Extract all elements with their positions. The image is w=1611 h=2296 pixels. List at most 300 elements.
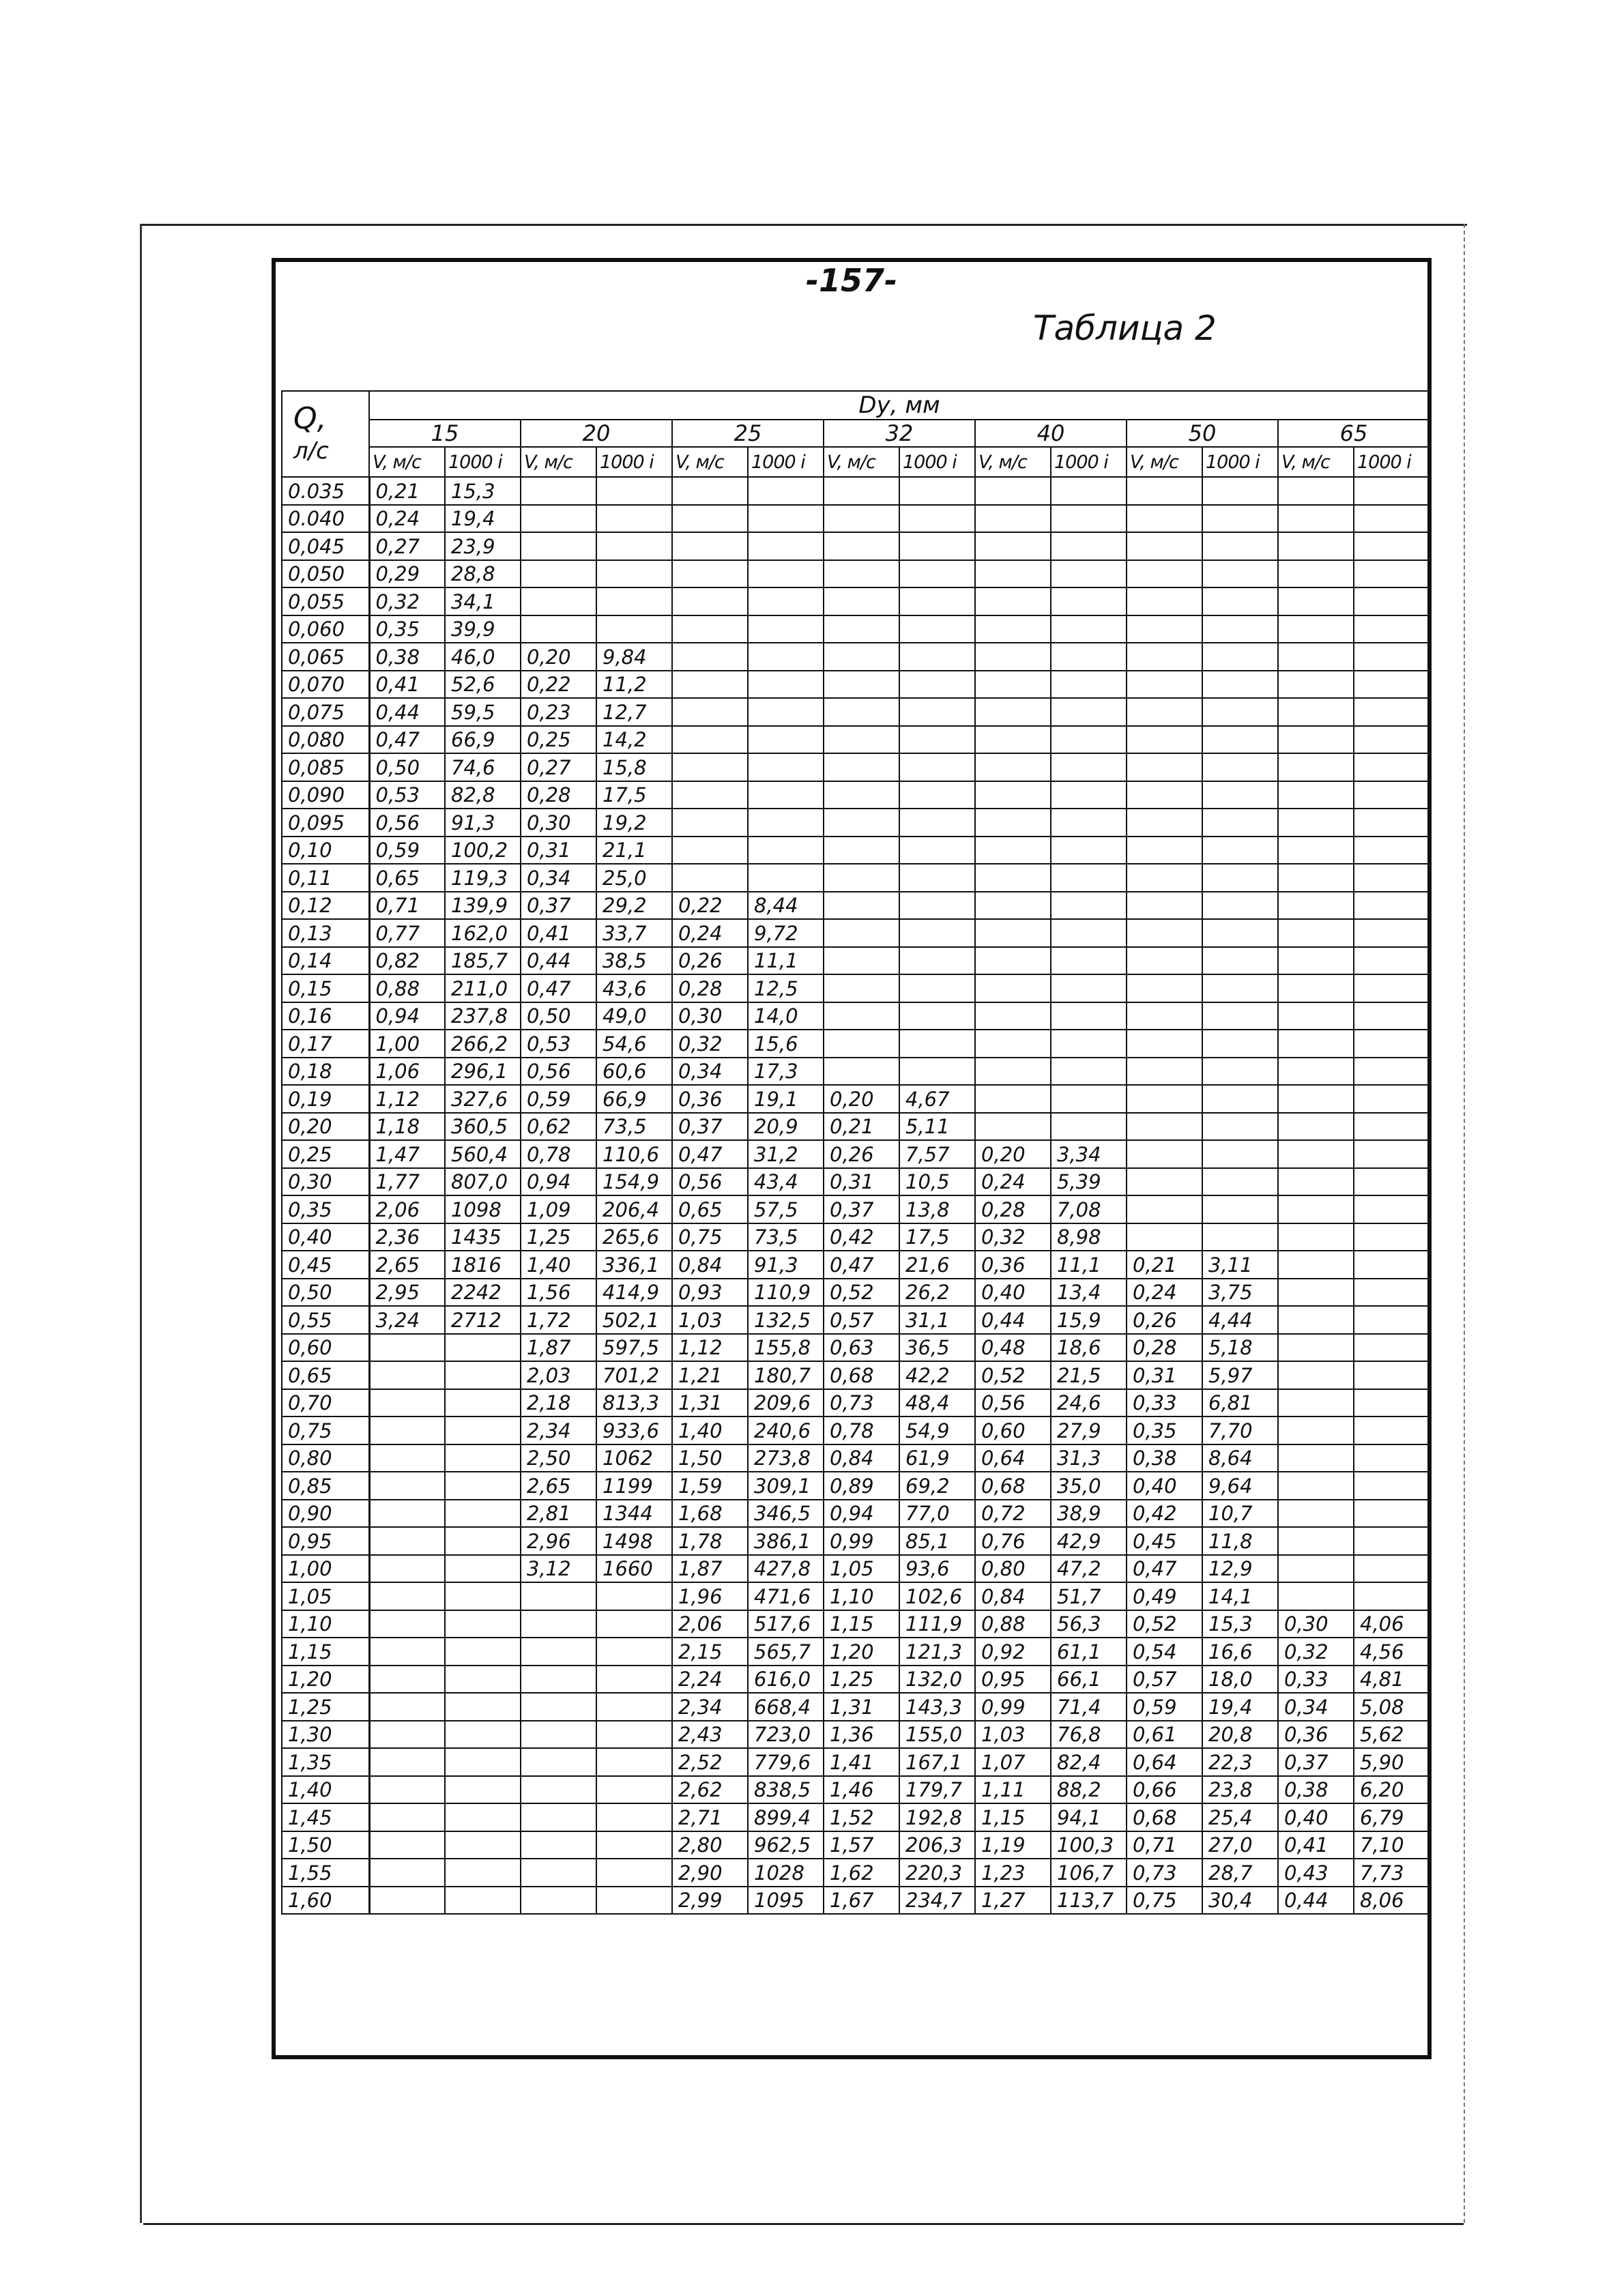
velocity-cell: 0,32 xyxy=(1278,1638,1354,1666)
dy-header: Dу, мм xyxy=(369,391,1429,420)
table-row xyxy=(282,1527,1429,1555)
velocity-cell xyxy=(369,1555,445,1582)
table-row xyxy=(282,919,1429,947)
velocity-cell: 0,95 xyxy=(975,1666,1051,1693)
scan-border-bottom xyxy=(143,2223,1464,2225)
velocity-cell xyxy=(1278,698,1354,726)
velocity-header: V, м/с xyxy=(824,447,899,477)
velocity-cell: 1,36 xyxy=(824,1721,899,1748)
table-row xyxy=(282,1859,1429,1887)
headloss-cell: 28,7 xyxy=(1202,1859,1278,1887)
headloss-cell: 266,2 xyxy=(445,1030,521,1058)
headloss-cell xyxy=(445,1527,521,1555)
velocity-cell: 2,36 xyxy=(369,1223,445,1251)
headloss-cell: 56,3 xyxy=(1051,1610,1127,1638)
velocity-cell xyxy=(1278,1002,1354,1030)
headloss-cell xyxy=(1202,753,1278,781)
flow-value: 0,60 xyxy=(282,1334,369,1361)
headloss-cell: 26,2 xyxy=(899,1279,975,1306)
velocity-cell: 1,05 xyxy=(824,1555,899,1582)
velocity-cell xyxy=(975,892,1051,919)
page-frame xyxy=(272,258,1432,2059)
headloss-cell: 113,7 xyxy=(1051,1887,1127,1914)
velocity-cell: 1,18 xyxy=(369,1113,445,1140)
velocity-cell xyxy=(369,1361,445,1389)
velocity-cell xyxy=(975,505,1051,532)
headloss-cell: 2242 xyxy=(445,1279,521,1306)
headloss-cell xyxy=(445,1666,521,1693)
headloss-cell: 192,8 xyxy=(899,1803,975,1831)
velocity-cell: 0,41 xyxy=(521,919,596,947)
headloss-cell xyxy=(1354,892,1429,919)
velocity-cell xyxy=(975,726,1051,753)
velocity-cell: 0,84 xyxy=(975,1582,1051,1610)
flow-value: 0,95 xyxy=(282,1527,369,1555)
velocity-cell: 1,78 xyxy=(672,1527,748,1555)
velocity-cell xyxy=(369,1859,445,1887)
velocity-cell: 2,62 xyxy=(672,1776,748,1803)
velocity-cell xyxy=(672,560,748,587)
table-row xyxy=(282,1500,1429,1527)
velocity-cell xyxy=(975,698,1051,726)
headloss-cell xyxy=(596,505,672,532)
velocity-cell: 1,25 xyxy=(521,1223,596,1251)
velocity-cell xyxy=(824,1002,899,1030)
velocity-cell xyxy=(521,1610,596,1638)
headloss-cell xyxy=(1354,1251,1429,1279)
velocity-cell: 0,73 xyxy=(1127,1859,1202,1887)
velocity-cell xyxy=(975,1002,1051,1030)
headloss-cell: 206,3 xyxy=(899,1831,975,1859)
headloss-cell: 5,08 xyxy=(1354,1693,1429,1721)
velocity-cell: 0,28 xyxy=(975,1195,1051,1223)
table-row xyxy=(282,1306,1429,1334)
headloss-cell: 61,1 xyxy=(1051,1638,1127,1666)
headloss-cell: 180,7 xyxy=(748,1361,824,1389)
velocity-cell xyxy=(1278,1472,1354,1500)
headloss-cell: 10,5 xyxy=(899,1168,975,1195)
headloss-cell xyxy=(1202,864,1278,892)
velocity-cell xyxy=(824,1030,899,1058)
velocity-cell xyxy=(1127,477,1202,505)
headloss-cell: 1062 xyxy=(596,1444,672,1472)
headloss-cell: 6,81 xyxy=(1202,1389,1278,1416)
headloss-cell: 48,4 xyxy=(899,1389,975,1416)
q-header-label: Q, xyxy=(293,401,327,436)
page-number: -157- xyxy=(805,262,898,299)
headloss-cell xyxy=(596,587,672,615)
velocity-cell: 0,68 xyxy=(975,1472,1051,1500)
headloss-cell: 13,8 xyxy=(899,1195,975,1223)
headloss-cell: 237,8 xyxy=(445,1002,521,1030)
velocity-cell: 0,84 xyxy=(672,1251,748,1279)
velocity-cell: 0,20 xyxy=(521,643,596,671)
flow-value: 1,10 xyxy=(282,1610,369,1638)
headloss-cell: 6,20 xyxy=(1354,1776,1429,1803)
headloss-cell xyxy=(899,477,975,505)
velocity-cell xyxy=(672,698,748,726)
velocity-cell: 2,15 xyxy=(672,1638,748,1666)
headloss-cell xyxy=(445,1610,521,1638)
headloss-cell: 19,4 xyxy=(1202,1693,1278,1721)
flow-value: 0,060 xyxy=(282,615,369,643)
velocity-cell: 0,65 xyxy=(672,1195,748,1223)
headloss-cell: 73,5 xyxy=(748,1223,824,1251)
headloss-cell xyxy=(1354,1389,1429,1416)
flow-value: 1,35 xyxy=(282,1748,369,1776)
headloss-cell xyxy=(1354,1113,1429,1140)
headloss-cell: 2712 xyxy=(445,1306,521,1334)
headloss-cell xyxy=(596,1610,672,1638)
headloss-cell: 35,0 xyxy=(1051,1472,1127,1500)
table-row xyxy=(282,1666,1429,1693)
headloss-cell: 179,7 xyxy=(899,1776,975,1803)
headloss-cell xyxy=(596,615,672,643)
headloss-cell xyxy=(1354,1416,1429,1444)
velocity-cell: 2,06 xyxy=(369,1195,445,1223)
table-row xyxy=(282,1334,1429,1361)
headloss-cell xyxy=(1202,505,1278,532)
flow-value: 0,50 xyxy=(282,1279,369,1306)
headloss-cell xyxy=(1051,809,1127,837)
headloss-cell: 119,3 xyxy=(445,864,521,892)
headloss-cell: 12,5 xyxy=(748,974,824,1002)
headloss-cell xyxy=(1354,1582,1429,1610)
velocity-cell: 0,27 xyxy=(369,532,445,560)
velocity-cell: 1,96 xyxy=(672,1582,748,1610)
headloss-cell: 121,3 xyxy=(899,1638,975,1666)
headloss-cell xyxy=(1051,892,1127,919)
table-row xyxy=(282,726,1429,753)
headloss-cell: 162,0 xyxy=(445,919,521,947)
headloss-cell xyxy=(596,1776,672,1803)
headloss-cell: 7,10 xyxy=(1354,1831,1429,1859)
headloss-cell: 30,4 xyxy=(1202,1887,1278,1914)
velocity-cell xyxy=(1127,1195,1202,1223)
headloss-cell: 5,11 xyxy=(899,1113,975,1140)
headloss-cell: 22,3 xyxy=(1202,1748,1278,1776)
headloss-cell: 7,08 xyxy=(1051,1195,1127,1223)
headloss-cell xyxy=(1202,615,1278,643)
headloss-cell xyxy=(1354,809,1429,837)
headloss-cell: 34,1 xyxy=(445,587,521,615)
velocity-cell: 0,75 xyxy=(672,1223,748,1251)
velocity-cell xyxy=(824,505,899,532)
headloss-cell: 265,6 xyxy=(596,1223,672,1251)
velocity-cell: 1,72 xyxy=(521,1306,596,1334)
headloss-cell: 779,6 xyxy=(748,1748,824,1776)
velocity-cell: 0,47 xyxy=(672,1140,748,1168)
flow-value: 0,65 xyxy=(282,1361,369,1389)
headloss-cell xyxy=(1051,919,1127,947)
velocity-cell: 0,37 xyxy=(1278,1748,1354,1776)
velocity-cell: 0,42 xyxy=(824,1223,899,1251)
headloss-cell: 18,6 xyxy=(1051,1334,1127,1361)
velocity-cell: 0,24 xyxy=(369,505,445,532)
headloss-cell xyxy=(1202,1113,1278,1140)
headloss-cell: 66,1 xyxy=(1051,1666,1127,1693)
velocity-cell xyxy=(824,643,899,671)
velocity-cell xyxy=(975,837,1051,864)
headloss-cell: 6,79 xyxy=(1354,1803,1429,1831)
flow-value: 0,75 xyxy=(282,1416,369,1444)
headloss-cell xyxy=(445,1721,521,1748)
flow-value: 1,55 xyxy=(282,1859,369,1887)
table-row xyxy=(282,1748,1429,1776)
headloss-cell: 185,7 xyxy=(445,947,521,974)
velocity-cell xyxy=(1127,726,1202,753)
velocity-cell xyxy=(1127,1140,1202,1168)
headloss-cell: 9,72 xyxy=(748,919,824,947)
headloss-cell: 24,6 xyxy=(1051,1389,1127,1416)
flow-value: 0,80 xyxy=(282,1444,369,1472)
headloss-cell xyxy=(748,753,824,781)
velocity-cell xyxy=(1278,1334,1354,1361)
headloss-cell: 51,7 xyxy=(1051,1582,1127,1610)
headloss-cell xyxy=(445,1693,521,1721)
headloss-cell: 17,5 xyxy=(899,1223,975,1251)
headloss-cell xyxy=(1051,587,1127,615)
headloss-cell xyxy=(445,1361,521,1389)
table-row xyxy=(282,1251,1429,1279)
velocity-cell: 1,56 xyxy=(521,1279,596,1306)
velocity-cell: 0,75 xyxy=(1127,1887,1202,1914)
headloss-cell: 3,34 xyxy=(1051,1140,1127,1168)
velocity-cell xyxy=(369,1389,445,1416)
velocity-cell: 0,50 xyxy=(369,753,445,781)
table-row xyxy=(282,1721,1429,1748)
velocity-cell: 1,57 xyxy=(824,1831,899,1859)
table-row xyxy=(282,587,1429,615)
headloss-cell xyxy=(596,1666,672,1693)
velocity-cell xyxy=(521,615,596,643)
headloss-cell xyxy=(899,1002,975,1030)
velocity-cell xyxy=(824,809,899,837)
velocity-cell xyxy=(1278,1444,1354,1472)
velocity-cell: 0,32 xyxy=(672,1030,748,1058)
velocity-cell xyxy=(1127,615,1202,643)
velocity-cell: 0,68 xyxy=(824,1361,899,1389)
headloss-cell xyxy=(748,809,824,837)
velocity-cell xyxy=(369,1416,445,1444)
headloss-cell: 4,67 xyxy=(899,1085,975,1113)
headloss-cell: 74,6 xyxy=(445,753,521,781)
headloss-cell: 11,8 xyxy=(1202,1527,1278,1555)
headloss-cell: 13,4 xyxy=(1051,1279,1127,1306)
table-row xyxy=(282,1223,1429,1251)
velocity-cell: 0,68 xyxy=(1127,1803,1202,1831)
table-row xyxy=(282,974,1429,1002)
velocity-cell xyxy=(521,1776,596,1803)
velocity-cell xyxy=(369,1582,445,1610)
headloss-cell xyxy=(1354,1306,1429,1334)
velocity-cell: 2,18 xyxy=(521,1389,596,1416)
velocity-cell xyxy=(1278,1223,1354,1251)
headloss-cell xyxy=(1354,1279,1429,1306)
headloss-cell xyxy=(899,864,975,892)
velocity-cell xyxy=(672,643,748,671)
velocity-cell: 0,71 xyxy=(369,892,445,919)
headloss-cell xyxy=(1202,726,1278,753)
velocity-cell xyxy=(1127,892,1202,919)
velocity-cell: 2,96 xyxy=(521,1527,596,1555)
headloss-cell xyxy=(1354,615,1429,643)
headloss-cell xyxy=(1354,1444,1429,1472)
velocity-cell: 0,78 xyxy=(521,1140,596,1168)
velocity-cell: 0,88 xyxy=(369,974,445,1002)
headloss-cell: 111,9 xyxy=(899,1610,975,1638)
diameter-header-20: 20 xyxy=(521,420,672,447)
headloss-cell xyxy=(899,505,975,532)
velocity-cell xyxy=(975,809,1051,837)
velocity-cell xyxy=(1127,587,1202,615)
headloss-cell xyxy=(596,1831,672,1859)
headloss-cell: 76,8 xyxy=(1051,1721,1127,1748)
headloss-cell: 60,6 xyxy=(596,1058,672,1085)
velocity-cell: 0,32 xyxy=(369,587,445,615)
velocity-cell xyxy=(1127,1168,1202,1195)
q-header-unit: л/с xyxy=(293,437,329,465)
headloss-cell xyxy=(1202,974,1278,1002)
headloss-cell: 139,9 xyxy=(445,892,521,919)
table-row xyxy=(282,560,1429,587)
table-row xyxy=(282,1416,1429,1444)
flow-value: 0,19 xyxy=(282,1085,369,1113)
flow-value: 0,14 xyxy=(282,947,369,974)
headloss-cell: 962,5 xyxy=(748,1831,824,1859)
headloss-header: 1000 i xyxy=(445,447,521,477)
headloss-cell xyxy=(1202,1168,1278,1195)
headloss-cell xyxy=(748,505,824,532)
velocity-cell: 0,57 xyxy=(1127,1666,1202,1693)
headloss-cell xyxy=(1354,1500,1429,1527)
flow-value: 0,10 xyxy=(282,837,369,864)
headloss-cell: 206,4 xyxy=(596,1195,672,1223)
velocity-cell xyxy=(975,974,1051,1002)
velocity-cell xyxy=(1278,1500,1354,1527)
headloss-cell: 723,0 xyxy=(748,1721,824,1748)
velocity-cell: 0,36 xyxy=(975,1251,1051,1279)
velocity-cell: 1,31 xyxy=(824,1693,899,1721)
table-row xyxy=(282,1555,1429,1582)
velocity-cell xyxy=(824,864,899,892)
velocity-cell xyxy=(824,781,899,809)
headloss-cell: 66,9 xyxy=(445,726,521,753)
velocity-cell: 0,44 xyxy=(1278,1887,1354,1914)
headloss-cell xyxy=(1202,892,1278,919)
headloss-cell xyxy=(899,781,975,809)
headloss-cell: 61,9 xyxy=(899,1444,975,1472)
headloss-cell: 838,5 xyxy=(748,1776,824,1803)
headloss-cell xyxy=(1051,615,1127,643)
table-row xyxy=(282,1472,1429,1500)
headloss-cell: 110,6 xyxy=(596,1140,672,1168)
headloss-cell xyxy=(1051,1113,1127,1140)
headloss-header: 1000 i xyxy=(1202,447,1278,477)
velocity-cell xyxy=(369,1887,445,1914)
headloss-cell: 155,0 xyxy=(899,1721,975,1748)
headloss-cell: 43,4 xyxy=(748,1168,824,1195)
headloss-cell: 1660 xyxy=(596,1555,672,1582)
table-row xyxy=(282,615,1429,643)
velocity-cell xyxy=(521,477,596,505)
headloss-cell xyxy=(1202,532,1278,560)
headloss-cell xyxy=(1354,1472,1429,1500)
velocity-cell: 1,03 xyxy=(672,1306,748,1334)
flow-value: 0,17 xyxy=(282,1030,369,1058)
headloss-cell: 33,7 xyxy=(596,919,672,947)
headloss-cell: 57,5 xyxy=(748,1195,824,1223)
velocity-cell: 2,43 xyxy=(672,1721,748,1748)
velocity-cell xyxy=(1278,919,1354,947)
velocity-header: V, м/с xyxy=(1278,447,1354,477)
headloss-cell: 29,2 xyxy=(596,892,672,919)
velocity-cell: 0,59 xyxy=(521,1085,596,1113)
velocity-cell: 2,03 xyxy=(521,1361,596,1389)
velocity-cell: 0,92 xyxy=(975,1638,1051,1666)
headloss-cell: 31,2 xyxy=(748,1140,824,1168)
velocity-cell xyxy=(975,864,1051,892)
headloss-cell xyxy=(899,698,975,726)
headloss-cell: 1098 xyxy=(445,1195,521,1223)
velocity-cell: 1,21 xyxy=(672,1361,748,1389)
headloss-cell xyxy=(445,1389,521,1416)
headloss-cell: 27,9 xyxy=(1051,1416,1127,1444)
velocity-cell: 1,27 xyxy=(975,1887,1051,1914)
table-row xyxy=(282,643,1429,671)
velocity-header: V, м/с xyxy=(975,447,1051,477)
headloss-cell xyxy=(1202,919,1278,947)
headloss-cell: 88,2 xyxy=(1051,1776,1127,1803)
velocity-cell xyxy=(1278,753,1354,781)
headloss-cell xyxy=(596,1887,672,1914)
velocity-cell: 0,34 xyxy=(1278,1693,1354,1721)
velocity-cell: 2,06 xyxy=(672,1610,748,1638)
velocity-cell: 0,37 xyxy=(521,892,596,919)
velocity-cell xyxy=(521,505,596,532)
velocity-cell: 0,28 xyxy=(1127,1334,1202,1361)
headloss-cell xyxy=(1202,1030,1278,1058)
headloss-cell: 5,97 xyxy=(1202,1361,1278,1389)
headloss-cell: 94,1 xyxy=(1051,1803,1127,1831)
velocity-cell xyxy=(1127,1113,1202,1140)
headloss-cell xyxy=(1354,1002,1429,1030)
velocity-cell xyxy=(1127,864,1202,892)
headloss-cell: 427,8 xyxy=(748,1555,824,1582)
headloss-cell: 17,5 xyxy=(596,781,672,809)
headloss-cell: 52,6 xyxy=(445,671,521,698)
velocity-cell xyxy=(824,726,899,753)
headloss-cell: 10,7 xyxy=(1202,1500,1278,1527)
headloss-cell xyxy=(596,1721,672,1748)
velocity-cell: 0,35 xyxy=(1127,1416,1202,1444)
velocity-cell: 1,10 xyxy=(824,1582,899,1610)
headloss-cell xyxy=(1354,587,1429,615)
velocity-cell xyxy=(1127,560,1202,587)
velocity-cell: 0,26 xyxy=(672,947,748,974)
flow-value: 1,15 xyxy=(282,1638,369,1666)
headloss-cell: 23,9 xyxy=(445,532,521,560)
velocity-cell: 0,94 xyxy=(521,1168,596,1195)
flow-value: 1,25 xyxy=(282,1693,369,1721)
headloss-cell xyxy=(445,1831,521,1859)
velocity-cell xyxy=(521,1693,596,1721)
headloss-cell xyxy=(596,477,672,505)
headloss-cell: 59,5 xyxy=(445,698,521,726)
velocity-cell: 0,33 xyxy=(1278,1666,1354,1693)
velocity-cell: 1,67 xyxy=(824,1887,899,1914)
headloss-cell xyxy=(899,753,975,781)
